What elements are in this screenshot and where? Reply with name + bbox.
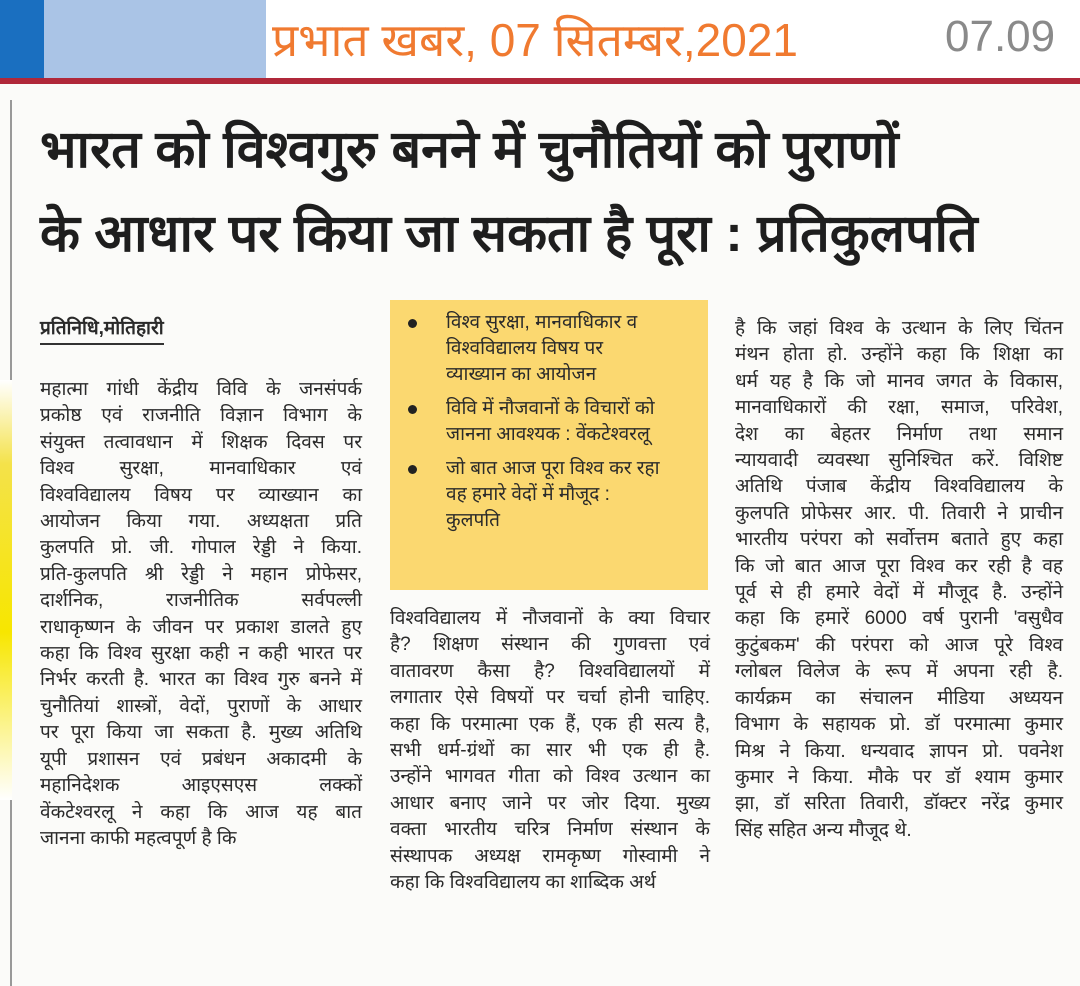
text-line: लगातार ऐसे विषयों पर चर्चा होनी चाहिए. xyxy=(390,687,710,709)
text-line: आधार बनाए जाने पर जोर दिया. मुख्य xyxy=(390,792,710,814)
text-line: चुनौतियां शास्त्रों, वेदों, पुराणों के आधार xyxy=(40,695,362,717)
article-column-3 xyxy=(735,316,1063,844)
text-line: पूर्व से ही हमारे वेदों में मौजूद है. उन्होंने xyxy=(735,582,1063,604)
text-line: प्रकोष्ठ एवं राजनीति विज्ञान विभाग के xyxy=(40,405,362,427)
bullet-icon xyxy=(408,319,417,328)
highlight-line: वह हमारे वेदों में मौजूद : xyxy=(446,484,610,505)
text-line: विभाग के सहायक प्रो. डॉ परमात्मा कुमार xyxy=(735,714,1063,736)
text-line: कि जो बात आज पूरा विश्व कर रही है वह xyxy=(735,555,1063,577)
headline-line: भारत को विश्वगुरु बनने में चुनौतियों को पुराणों xyxy=(40,121,899,179)
text-line: कुलपति प्रो. जी. गोपाल रेड्डी ने किया. xyxy=(40,537,362,559)
bullet-icon xyxy=(408,465,417,474)
text-line: कुमार ने किया. मौके पर डॉ श्याम कुमार xyxy=(735,766,1063,788)
text-line: महानिदेशक आइएसएस लक्कों xyxy=(40,775,362,797)
text-line: दार्शनिक, राजनीतिक सर्वपल्ली xyxy=(40,590,362,612)
highlight-item xyxy=(404,456,698,534)
text-line: निर्भर करती है. भारत का विश्व गुरु बनने में xyxy=(40,669,362,691)
highlight-item xyxy=(404,310,698,388)
text-line: सभी धर्म-ग्रंथों का सार भी एक ही है. xyxy=(390,740,710,762)
text-line: विश्व सुरक्षा, मानवाधिकार एवं xyxy=(40,458,362,480)
article-column-1 xyxy=(40,377,362,852)
text-line: कुलपति प्रोफेसर आर. पी. तिवारी ने प्राचीन xyxy=(735,502,1063,524)
text-line: मिश्र ने किया. धन्यवाद ज्ञापन प्रो. पवनेश xyxy=(735,740,1063,762)
highlight-line: कुलपति xyxy=(446,510,501,531)
highlight-line: विश्वविद्यालय विषय पर xyxy=(446,338,604,359)
text-line: कहा कि विश्व सुरक्षा कही न कही भारत पर xyxy=(40,643,362,665)
text-line: है? शिक्षण संस्थान की गुणवत्ता एवं xyxy=(390,634,710,656)
text-line: कुटुंबकम' की परंपरा को आज पूरे विश्व xyxy=(735,634,1063,656)
text-line: कार्यक्रम का संचालन मीडिया अध्ययन xyxy=(735,687,1063,709)
text-line: विश्वविद्यालय में नौजवानों के क्या विचार xyxy=(390,608,710,629)
text-line: मंथन होता हो. उन्होंने कहा कि शिक्षा का xyxy=(735,344,1063,366)
text-line: प्रति-कुलपति श्री रेड्डी ने महान प्रोफेसर, xyxy=(40,563,362,585)
bullet-icon xyxy=(408,405,417,414)
text-line: कहा कि हमारें 6000 वर्ष पुरानी 'वसुधैव xyxy=(735,608,1063,630)
text-line: संस्थापक अध्यक्ष रामकृष्ण गोस्वामी ने xyxy=(390,845,710,867)
text-line: न्यायवादी व्यवस्था सुनिश्चित करें. विशिष्ट xyxy=(735,450,1063,472)
source-banner xyxy=(0,0,1080,78)
header-rule xyxy=(0,78,1080,84)
text-line: वक्ता भारतीय चरित्र निर्माण संस्थान के xyxy=(390,819,710,841)
text-line: राधाकृष्णन के जीवन पर प्रकाश डालते हुए xyxy=(40,616,362,638)
text-line: भारतीय परंपरा को सर्वोत्तम बताते हुए कहा xyxy=(735,529,1063,551)
text-line: कहा कि विश्वविद्यालय का शाब्दिक अर्थ xyxy=(390,872,656,894)
text-line: मानवाधिकारों की रक्षा, समाज, परिवेश, xyxy=(735,397,1063,419)
banner-accent-light xyxy=(44,0,266,78)
text-line: संयुक्त तत्वावधान में शिक्षक दिवस पर xyxy=(40,431,362,453)
text-line: महात्मा गांधी केंद्रीय विवि के जनसंपर्क xyxy=(40,379,362,400)
text-line: पर पूरा किया जा सकता है. मुख्य अतिथि xyxy=(40,722,362,744)
text-line: सिंह सहित अन्य मौजूद थे. xyxy=(735,819,912,841)
highlight-line: जानना आवश्यक : वेंकटेश्वरलू xyxy=(446,424,650,445)
byline: प्रतिनिधि,मोतिहारी xyxy=(40,314,164,345)
text-line: उन्होंने भागवत गीता को विश्व उत्थान का xyxy=(390,766,710,788)
headline xyxy=(40,108,1070,276)
text-line: विश्वविद्यालय विषय पर व्याख्यान का xyxy=(40,484,362,506)
text-line: झा, डॉ सरिता तिवारी, डॉक्टर नरेंद्र कुमार xyxy=(735,793,1063,815)
text-line: देश का बेहतर निर्माण तथा समान xyxy=(735,423,1063,445)
highlights-box xyxy=(390,300,708,590)
highlight-line: विश्व सुरक्षा, मानवाधिकार व xyxy=(446,312,638,333)
highlight-line: जो बात आज पूरा विश्व कर रहा xyxy=(446,458,660,479)
article-column-2 xyxy=(390,606,710,896)
newspaper-source-date: प्रभात खबर, 07 सितम्बर,2021 xyxy=(272,14,799,66)
headline-line: के आधार पर किया जा सकता है पूरा : प्रतिकुलपति xyxy=(40,205,978,263)
date-fragment: 07.09 xyxy=(945,12,1056,61)
highlight-line: व्याख्यान का आयोजन xyxy=(446,364,597,385)
highlight-item xyxy=(404,396,698,448)
text-line: ग्लोबल विलेज के रूप में अपना रही है. xyxy=(735,661,1063,683)
text-line: वातावरण कैसा है? विश्वविद्यालयों में xyxy=(390,660,710,682)
text-line: यूपी प्रशासन एवं प्रबंधन अकादमी के xyxy=(40,748,362,770)
text-line: कहा कि परमात्मा एक हैं, एक ही सत्य है, xyxy=(390,713,710,735)
text-line: वेंकटेश्वरलू ने कहा कि आज यह बात xyxy=(40,801,362,823)
highlight-line: विवि में नौजवानों के विचारों को xyxy=(446,398,655,419)
text-line: है कि जहां विश्व के उत्थान के लिए चिंतन xyxy=(735,318,1063,339)
text-line: अतिथि पंजाब केंद्रीय विश्वविद्यालय के xyxy=(735,476,1063,498)
adjacent-clipping-edge xyxy=(0,380,12,800)
text-line: आयोजन किया गया. अध्यक्षता प्रति xyxy=(40,511,362,533)
banner-accent-dark xyxy=(0,0,44,78)
text-line: जानना काफी महत्वपूर्ण है कि xyxy=(40,827,237,849)
text-line: धर्म यह है कि जो मानव जगत के विकास, xyxy=(735,370,1063,392)
